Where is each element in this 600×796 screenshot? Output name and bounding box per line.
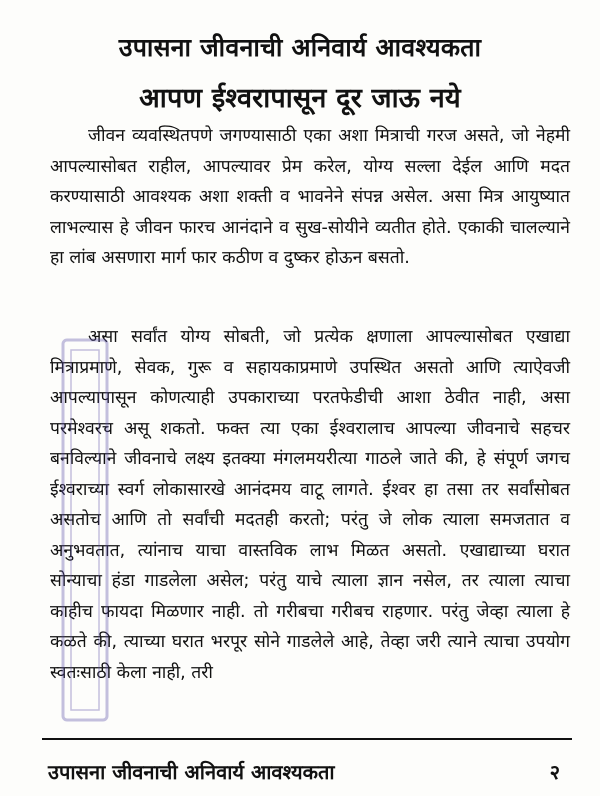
footer-divider: [42, 738, 572, 740]
paragraph-1: जीवन व्यवस्थितपणे जगण्यासाठी एका अशा मित्राची गरज असते, जो नेहमी आपल्यासोबत राहील, आपल्यावर प्रेम करेल, योग्य सल्ला देईल आणि मदत करण्यासाठी आवश्यक अशा शक्ती व भावनेने संपन्न असेल. असा मित्र आयुष्यात लाभल्यास हे जीवन फारच आनंदाने व सुख-सोयीने व्यतीत होते. एकाकी चालल्याने हा लांब असणारा मार्ग फार कठीण व दुष्कर होऊन बसतो.: [50, 126, 570, 268]
page-number: २: [549, 760, 560, 784]
running-footer-title: उपासना जीवनाची अनिवार्य आवश्यकता: [48, 760, 335, 784]
chapter-title: उपासना जीवनाची अनिवार्य आवश्यकता: [118, 33, 482, 62]
paragraph-2: असा सर्वांत योग्य सोबती, जो प्रत्येक क्षणाला आपल्यासोबत एखाद्या मित्राप्रमाणे, सेवक, गुरू व सहायकाप्रमाणे उपस्थित असतो आणि त्याऐवजी आपल्यापासून कोणत्याही उपकाराच्या परतफेडीची आशा ठेवीत नाही, असा परमेश्वरच असू शकतो. फक्त त्या एका ईश्वरालाच आपल्या जीवनाचे सहचर बनविल्याने जीवनाचे लक्ष्य इतक्या मंगलमयरीत्या गाठले जाते की, हे संपूर्ण जगच ईश्वराच्या स्वर्ग लोकासारखे आनंदमय वाटू लागते. ईश्वर हा तसा तर सर्वांसोबत असतोच आणि तो सर्वांची मदतही करतो; परंतु जे लोक त्याला समजतात व अनुभवतात, त्यांनाच याचा वास्तविक लाभ मिळत असतो. एखाद्याच्या घरात सोन्याचा हंडा गाडलेला असेल; परंतु याचे त्याला ज्ञान नसेल, तर त्याला त्याचा काहीच फायदा मिळणार नाही. तो गरीबचा गरीबच राहणार. परंतु जेव्हा त्याला हे कळते की, त्याच्या घरात भरपूर सोने गाडलेले आहे, तेव्हा जरी त्याने त्याचा उपयोग स्वतःसाठी केला नाही, तरी: [50, 327, 570, 683]
chapter-subtitle: आपण ईश्वरापासून दूर जाऊ नये: [139, 83, 461, 114]
